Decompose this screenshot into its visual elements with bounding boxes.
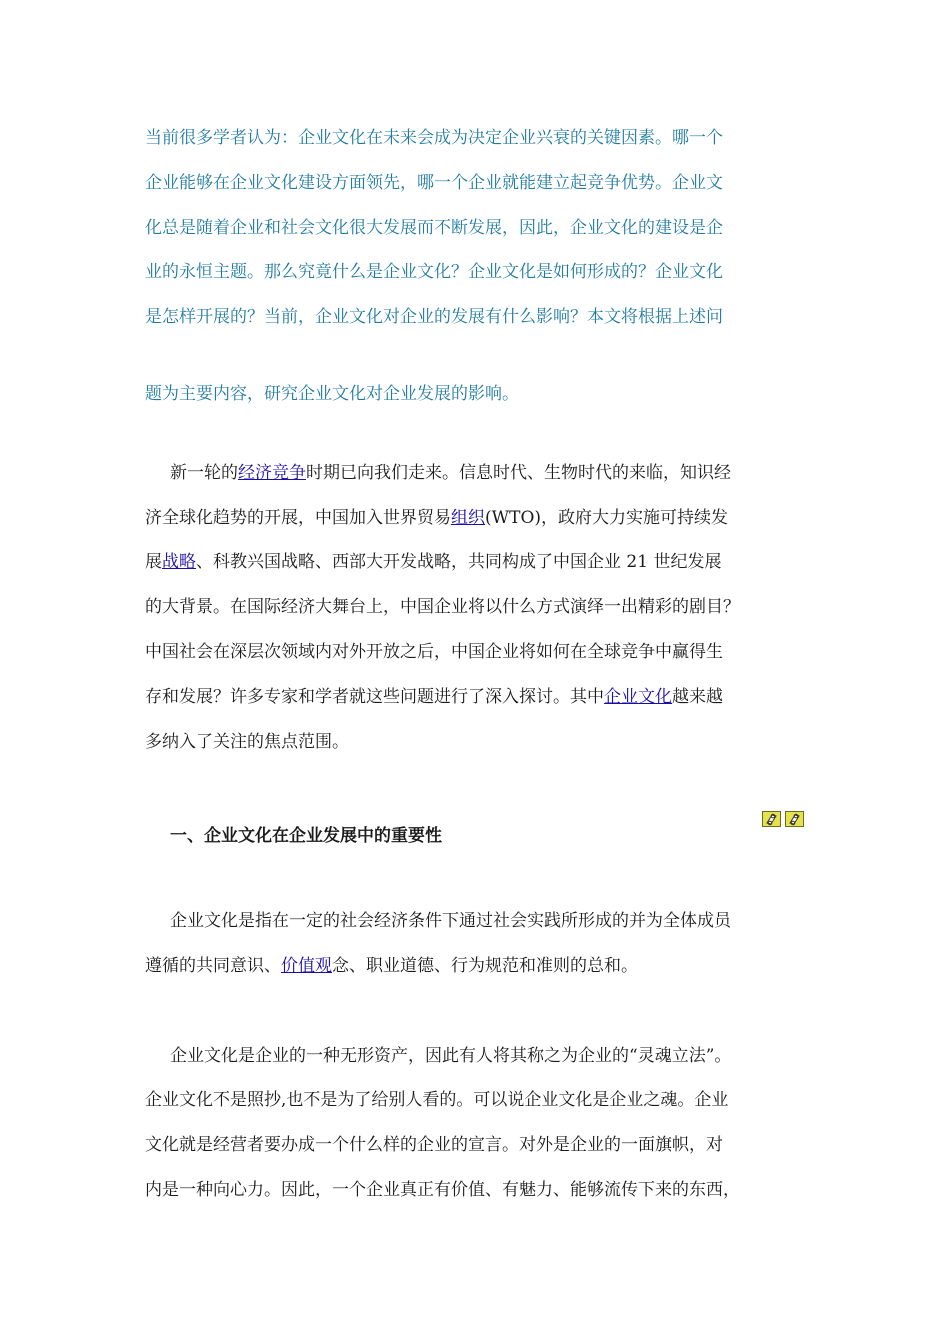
intro-line-5: 是怎样开展的？当前，企业文化对企业的发展有什么影响？本文将根据上述问: [145, 307, 723, 327]
p2-text: 越来越: [672, 687, 723, 707]
p2-line-7: 多纳入了关注的焦点范围。: [145, 732, 349, 752]
p4-line-3: 文化就是经营者要办成一个什么样的企业的宣言。对外是企业的一面旗帜，对: [145, 1135, 723, 1155]
p2-text: 时期已向我们走来。信息时代、生物时代的来临，知识经: [306, 463, 731, 483]
p4-line-4: 内是一种向心力。因此，一个企业真正有价值、有魅力、能够流传下来的东西，: [145, 1180, 740, 1200]
link-values[interactable]: 价值观: [281, 956, 332, 976]
intro-line-4: 业的永恒主题。那么究竟什么是企业文化？企业文化是如何形成的？企业文化: [145, 262, 723, 282]
link-organization[interactable]: 组织: [451, 508, 485, 528]
p2-text: (WTO)，政府大力实施可持续发: [485, 508, 729, 528]
intro-line-6: 题为主要内容，研究企业文化对企业发展的影响。: [145, 384, 519, 404]
section-heading: 一、企业文化在企业发展中的重要性: [170, 826, 442, 846]
p3-line-1: 企业文化是指在一定的社会经济条件下通过社会实践所形成的并为全体成员: [170, 911, 731, 931]
p2-text: 存和发展？许多专家和学者就这些问题进行了深入探讨。其中: [145, 687, 604, 707]
intro-line-2: 企业能够在企业文化建设方面领先，哪一个企业就能建立起竞争优势。企业文: [145, 173, 723, 193]
p3-text: 念、职业道德、行为规范和准则的总和。: [332, 956, 638, 976]
p2-line-3: [145, 552, 721, 572]
link-corporate-culture[interactable]: 企业文化: [604, 687, 672, 707]
link-economic-competition[interactable]: 经济竞争: [238, 463, 306, 483]
p4-line-2: 企业文化不是照抄,也不是为了给别人看的。可以说企业文化是企业之魂。企业: [145, 1090, 729, 1110]
p2-line-4: 的大背景。在国际经济大舞台上，中国企业将以什么方式演绎一出精彩的剧目？: [145, 597, 740, 617]
p2-line-1: [170, 463, 731, 483]
intro-line-1: 当前很多学者认为：企业文化在未来会成为决定企业兴衰的关键因素。哪一个: [145, 128, 723, 148]
p4-line-1: 企业文化是企业的一种无形资产，因此有人将其称之为企业的“灵魂立法”。: [170, 1046, 732, 1066]
p2-text: 济全球化趋势的开展，中国加入世界贸易: [145, 508, 451, 528]
link-strategy[interactable]: 战略: [162, 552, 196, 572]
p2-line-2: [145, 508, 728, 528]
p2-line-5: 中国社会在深层次领域内对外开放之后，中国企业将如何在全球竞争中赢得生: [145, 642, 723, 662]
intro-line-3: 化总是随着企业和社会文化很大发展而不断发展，因此，企业文化的建设是企: [145, 218, 723, 238]
p3-line-2: [145, 956, 638, 976]
p2-text: 展: [145, 552, 162, 572]
p2-line-6: [145, 687, 723, 707]
scroll-icon[interactable]: [762, 811, 781, 827]
p2-text: 新一轮的: [170, 463, 238, 483]
scroll-icon[interactable]: [785, 811, 804, 827]
p3-text: 遵循的共同意识、: [145, 956, 281, 976]
p2-text: 、科教兴国战略、西部大开发战略，共同构成了中国企业 21 世纪发展: [196, 552, 722, 572]
